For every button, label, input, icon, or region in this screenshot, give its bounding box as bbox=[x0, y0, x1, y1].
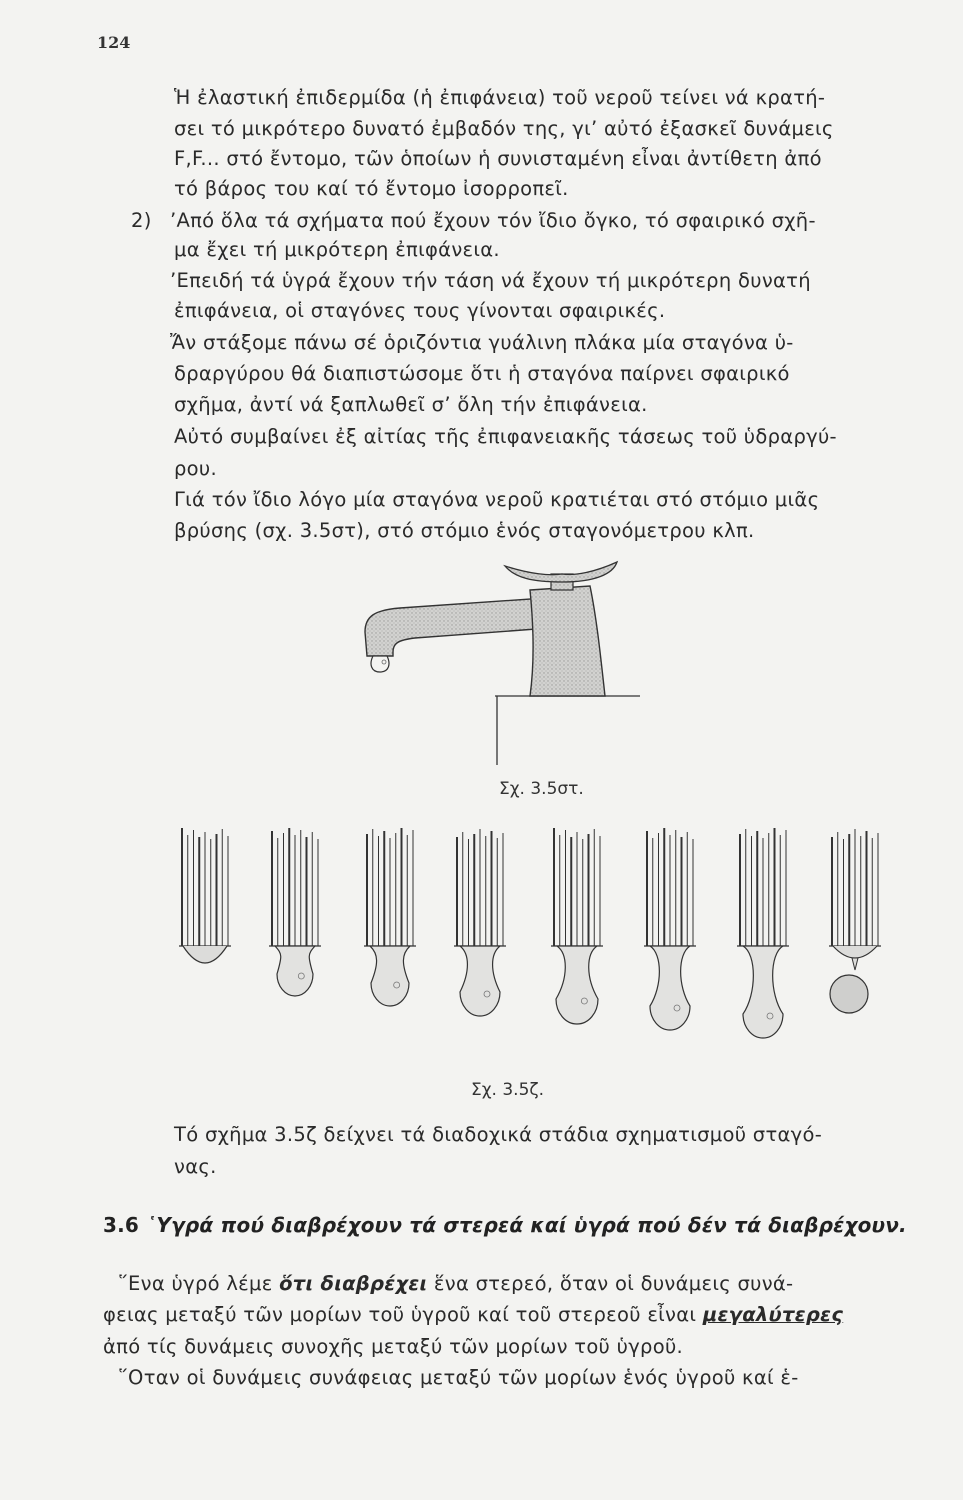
text-span: ἕνα στερεό, ὅταν οἱ δυνάμεις συνά- bbox=[427, 1272, 794, 1295]
faucet-figure bbox=[355, 560, 655, 780]
text-line: Αὐτό συμβαίνει ἐξ αἰτίας τῆς ἐπιφανειακῆς τάσεως τοῦ ὑδραργύ- bbox=[174, 425, 837, 448]
emphasis-text: μεγαλύτερες bbox=[702, 1303, 844, 1326]
text-line: σχῆμα, ἀντί νά ξαπλωθεῖ σ’ ὅλη τήν ἐπιφάνεια. bbox=[174, 393, 648, 416]
drop-shape bbox=[275, 946, 315, 996]
text-line: ρου. bbox=[174, 457, 217, 480]
section-title: ῾Υγρά πού διαβρέχουν τά στερεά καί ὑγρά πού δέν τά διαβρέχουν. bbox=[146, 1213, 907, 1237]
text-line: δραργύρου θά διαπιστώσομε ὅτι ἡ σταγόνα παίρνει σφαιρικό bbox=[174, 362, 790, 385]
text-span: φειας μεταξύ τῶν μορίων τοῦ ὑγροῦ καί τοῦ στερεοῦ εἶναι bbox=[103, 1303, 703, 1326]
drop-shape bbox=[650, 946, 690, 1030]
text-line: βρύσης (σχ. 3.5στ), στό στόμιο ἑνός σταγονόμετρου κλπ. bbox=[174, 519, 755, 542]
figure-caption: Σχ. 3.5στ. bbox=[499, 779, 584, 799]
text-line: ’Από ὅλα τά σχήματα πού ἔχουν τόν ἴδιο ὄγκο, τό σφαιρικό σχῆ- bbox=[170, 209, 816, 232]
drop-shape bbox=[371, 656, 389, 672]
text-line: Γιά τόν ἴδιο λόγο μία σταγόνα νεροῦ κρατιέται στό στόμιο μιᾶς bbox=[174, 488, 820, 511]
section-heading bbox=[103, 1213, 907, 1237]
drop-shape bbox=[556, 946, 598, 1024]
text-line: Ἄν στάξομε πάνω σέ ὁριζόντια γυάλινη πλάκα μία σταγόνα ὑ- bbox=[170, 331, 794, 354]
drop-shape bbox=[183, 946, 227, 963]
text-span: ῞Ενα ὑγρό λέμε bbox=[118, 1272, 280, 1295]
text-line: Ἡ ἐλαστική ἐπιδερμίδα (ἡ ἐπιφάνεια) τοῦ νεροῦ τείνει νά κρατή- bbox=[174, 86, 826, 109]
text-line bbox=[118, 1271, 793, 1297]
drop-shape bbox=[460, 946, 500, 1016]
text-line: τό βάρος του καί τό ἔντομο ἰσορροπεῖ. bbox=[174, 177, 569, 200]
text-line: Τό σχῆμα 3.5ζ δείχνει τά διαδοχικά στάδια σχηματισμοῦ σταγό- bbox=[174, 1123, 823, 1146]
emphasis-text: ὅτι διαβρέχει bbox=[279, 1272, 428, 1295]
text-line bbox=[103, 1302, 843, 1328]
falling-drop bbox=[830, 975, 868, 1013]
text-line: ’Επειδή τά ὑγρά ἔχουν τήν τάση νά ἔχουν τή μικρότερη δυνατή bbox=[170, 269, 811, 292]
text-line: νας. bbox=[174, 1155, 217, 1178]
drop-shape bbox=[852, 958, 858, 970]
text-line: ῞Οταν οἱ δυνάμεις συνάφειας μεταξύ τῶν μορίων ἑνός ὑγροῦ καί ἑ- bbox=[118, 1366, 799, 1389]
drop-shape bbox=[743, 946, 783, 1038]
text-line: F,F... στό ἔντομο, τῶν ὁποίων ἡ συνισταμένη εἶναι ἀντίθετη ἀπό bbox=[174, 147, 822, 170]
text-line: ἐπιφάνεια, οἱ σταγόνες τους γίνονται σφαιρικές. bbox=[174, 299, 666, 322]
drop-shape bbox=[833, 946, 877, 958]
drop-shape bbox=[370, 946, 410, 1006]
list-marker: 2) bbox=[131, 209, 152, 232]
figure-caption: Σχ. 3.5ζ. bbox=[471, 1080, 545, 1100]
section-number: 3.6 bbox=[103, 1213, 140, 1237]
drop-stages-figure bbox=[165, 828, 885, 1068]
page-number: 124 bbox=[97, 33, 131, 52]
text-line: σει τό μικρότερο δυνατό ἐμβαδόν της, γι’ αὐτό ἐξασκεῖ δυνάμεις bbox=[174, 117, 834, 140]
text-line: μα ἔχει τή μικρότερη ἐπιφάνεια. bbox=[174, 238, 500, 261]
text-line: ἀπό τίς δυνάμεις συνοχῆς μεταξύ τῶν μορίων τοῦ ὑγροῦ. bbox=[103, 1335, 684, 1358]
